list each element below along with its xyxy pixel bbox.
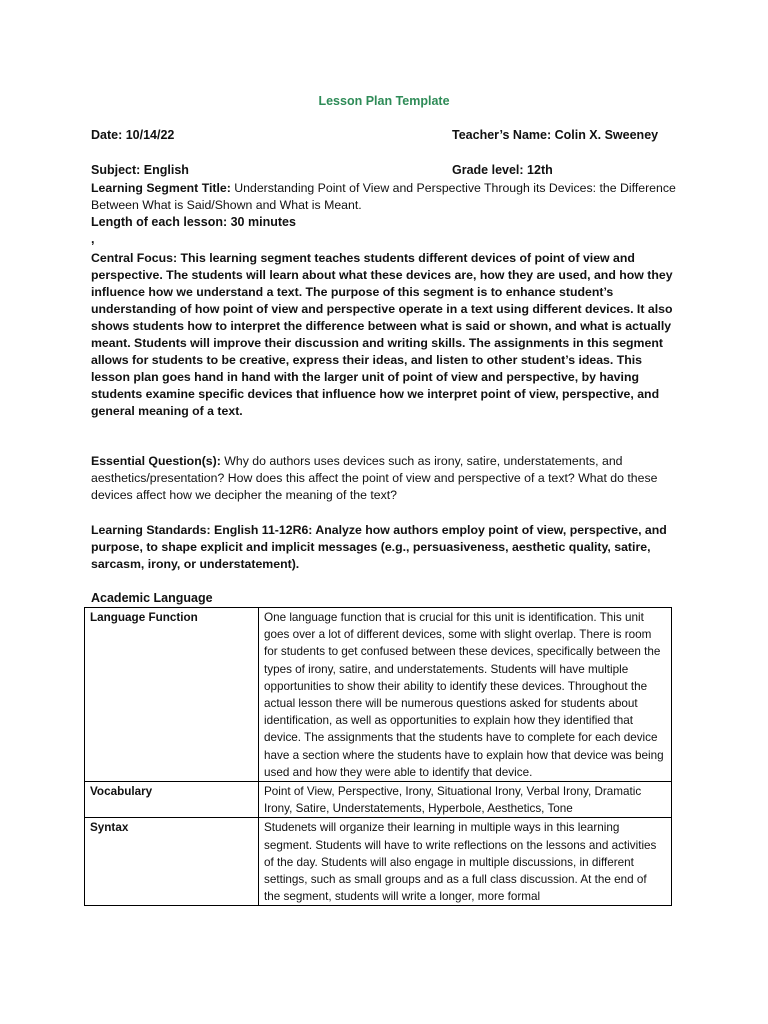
table-cell-label: Syntax [85, 818, 259, 906]
segment-title [91, 180, 679, 214]
document-title: Lesson Plan Template [318, 94, 450, 108]
academic-language-heading: Academic Language [91, 591, 213, 605]
table-row [85, 608, 672, 782]
table-row [85, 782, 672, 818]
table-cell-label: Vocabulary [85, 782, 259, 818]
central-focus: Central Focus: This learning segment teaches students different devices of point of view and perspective. The students will learn about what these devices are, how they are used, and how they influence how we understand a text. The purpose of this segment is to enhance student’s understanding of how point of view and perspective operate in a text using different devices. It also shows students how to interpret the difference between what is said or shown, and what is actually meant. Students will improve their discussion and writing skills. The assignments in this segment allows for students to be creative, express their ideas, and listen to other student’s ideas. This lesson plan goes hand in hand with the larger unit of point of view and perspective, by having students examine specific devices that influence how we interpret point of view, perspective, and general meaning of a text. [91, 251, 673, 418]
table-cell-text: One language function that is crucial for this unit is identification. This unit goes over a lot of different devices, some with slight overlap. There is room for students to get confused between these devices, specifically between the types of irony, satire, and understatements. Students will have multiple opportunities to show their ability to identify these devices. Throughout the actual lesson there will be numerous questions asked for students about identification, as well as opportunities to explain how they identified that device. The assignments that the students have to complete for each device have a section where the students have to explain how that device was being used and how they were able to identify that device. [259, 608, 672, 782]
segment-title-text: Understanding Point of View and Perspective Through its Devices: the Difference Between What is Said/Shown and What is Meant. [91, 181, 676, 212]
lesson-length: Length of each lesson: 30 minutes [91, 215, 296, 229]
teacher-name-label: Teacher’s Name: Colin X. Sweeney [452, 128, 659, 142]
essential-questions-label: Essential Question(s): [91, 454, 221, 468]
date-label: Date: 10/14/22 [91, 128, 175, 142]
table-row [85, 818, 672, 906]
essential-questions [91, 453, 679, 504]
table-cell-text: Studenets will organize their learning in multiple ways in this learning segment. Students will have to write reflections on the lessons and activities of the day. Students will also engage in multiple discussions, in different settings, such as small groups and as a full class discussion. At the end of the segment, students will write a longer, more formal [259, 818, 672, 906]
comma-line: , [91, 232, 95, 246]
subject-label: Subject: English [91, 163, 189, 177]
grade-level-label: Grade level: 12th [452, 163, 553, 177]
table-cell-label: Language Function [85, 608, 259, 782]
academic-language-table [84, 607, 672, 906]
table-cell-text: Point of View, Perspective, Irony, Situational Irony, Verbal Irony, Dramatic Irony, Satire, Understatements, Hyperbole, Aesthetics, Tone [259, 782, 672, 818]
segment-title-label: Learning Segment Title: [91, 181, 231, 195]
learning-standards: Learning Standards: English 11-12R6: Analyze how authors employ point of view, perspective, and purpose, to shape explicit and implicit messages (e.g., persuasiveness, aesthetic quality, satire, sarcasm, irony, or understatement). [91, 523, 667, 571]
essential-questions-text: Why do authors uses devices such as irony, satire, understatements, and aesthetics/presentation? How does this affect the point of view and perspective of a text? What do these devices affect how we decipher the meaning of the text? [91, 454, 658, 502]
